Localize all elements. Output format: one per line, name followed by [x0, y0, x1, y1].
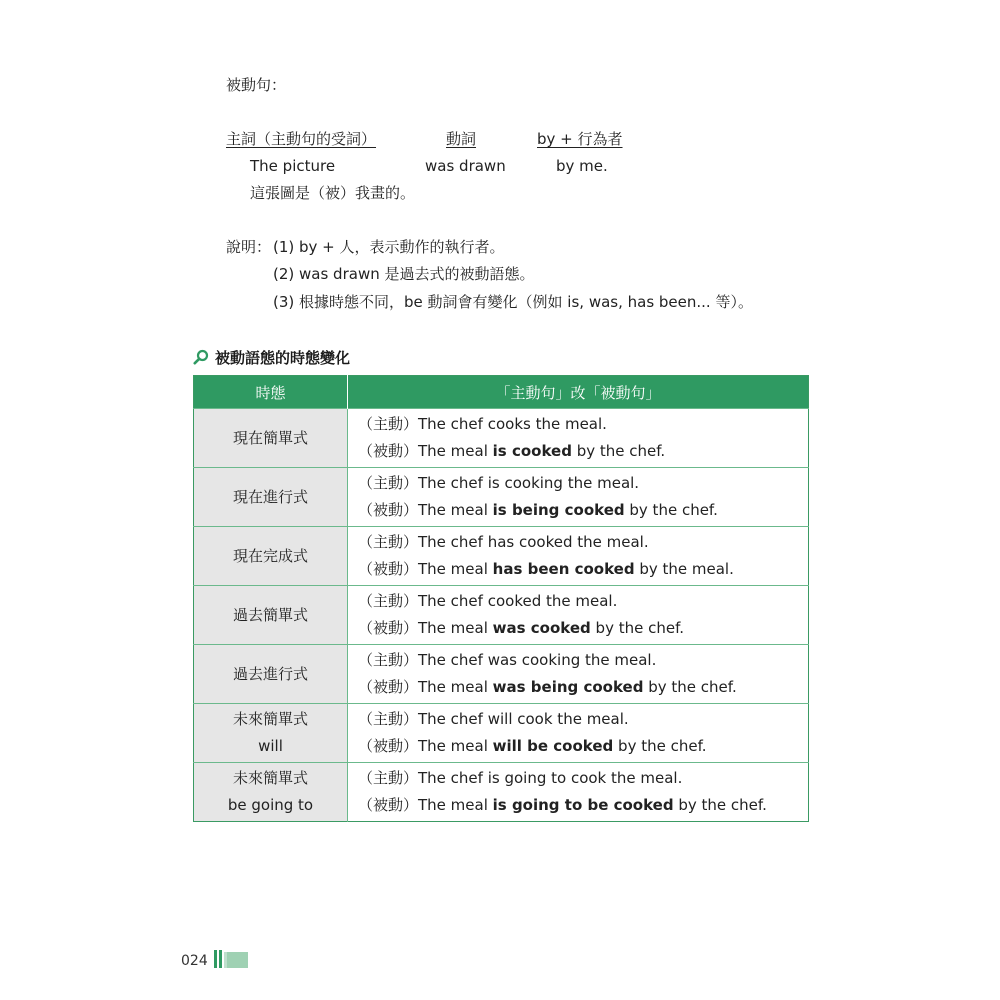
active-text: The chef cooks the meal. — [418, 415, 607, 433]
tense-table — [193, 375, 809, 822]
passive-text: The meal — [418, 619, 493, 637]
passive-sentence — [358, 497, 808, 524]
passive-text: by the chef. — [673, 796, 767, 814]
passive-text: The meal — [418, 501, 493, 519]
table-row — [194, 468, 809, 527]
active-text: The chef is cooking the meal. — [418, 474, 640, 492]
tense-cell — [194, 586, 348, 645]
table-header-row — [194, 376, 809, 409]
passive-heading: 被動句： — [226, 76, 287, 94]
passive-tag: （被動） — [358, 619, 419, 637]
tense-cell — [194, 704, 348, 763]
passive-verb: has been cooked — [492, 560, 635, 578]
example-verb: was drawn — [425, 157, 506, 175]
tense-cell — [194, 645, 348, 704]
active-text: The chef will cook the meal. — [418, 710, 629, 728]
active-tag: （主動） — [358, 651, 419, 669]
tense-label: will — [258, 737, 283, 755]
passive-verb: was cooked — [492, 619, 591, 637]
tense-cell — [194, 468, 348, 527]
section-title — [193, 346, 350, 368]
active-tag: （主動） — [358, 415, 419, 433]
active-sentence — [358, 411, 808, 438]
active-tag: （主動） — [358, 769, 419, 787]
active-sentence — [358, 647, 808, 674]
active-text: The chef is going to cook the meal. — [418, 769, 683, 787]
example-cell — [348, 704, 809, 763]
passive-verb: was being cooked — [492, 678, 644, 696]
page-footer — [181, 950, 250, 972]
passive-tag: （被動） — [358, 678, 419, 696]
active-sentence — [358, 765, 808, 792]
header-tense: 時態 — [194, 376, 348, 409]
active-tag: （主動） — [358, 592, 419, 610]
passive-verb: is going to be cooked — [492, 796, 674, 814]
passive-text: by the chef. — [643, 678, 737, 696]
passive-text: by the meal. — [634, 560, 734, 578]
tense-label: 過去進行式 — [232, 664, 308, 683]
passive-verb: is cooked — [492, 442, 572, 460]
tense-label: 現在進行式 — [232, 487, 308, 506]
passive-sentence — [358, 674, 808, 701]
tense-label: 過去簡單式 — [232, 605, 308, 624]
page-number: 024 — [181, 953, 208, 969]
tense-label: 未來簡單式 — [232, 710, 308, 728]
passive-verb: will be cooked — [492, 737, 614, 755]
note-item: (1) by + 人，表示動作的執行者。 — [273, 238, 505, 256]
active-text: The chef cooked the meal. — [418, 592, 618, 610]
example-translation: 這張圖是（被）我畫的。 — [250, 184, 416, 202]
tense-cell — [194, 409, 348, 468]
tense-label: 現在完成式 — [232, 546, 308, 565]
magnifier-icon — [193, 349, 209, 365]
note-item: (3) 根據時態不同，be 動詞會有變化（例如 is, was, has been... 等）。 — [273, 293, 753, 311]
passive-sentence — [358, 792, 808, 819]
passive-tag: （被動） — [358, 501, 419, 519]
active-sentence — [358, 706, 808, 733]
active-tag: （主動） — [358, 533, 419, 551]
table-row — [194, 409, 809, 468]
passive-text: The meal — [418, 796, 493, 814]
passive-sentence — [358, 438, 808, 465]
table-row — [194, 586, 809, 645]
passive-sentence — [358, 733, 808, 760]
passive-text: The meal — [418, 560, 493, 578]
agent-header: by + 行為者 — [537, 130, 623, 148]
passive-text: by the chef. — [590, 619, 685, 637]
tense-label: 未來簡單式 — [232, 769, 308, 787]
tense-label: 現在簡單式 — [232, 428, 308, 447]
example-cell — [348, 586, 809, 645]
note-item: (2) was drawn 是過去式的被動語態。 — [273, 265, 535, 283]
header-conversion: 「主動句」改「被動句」 — [348, 376, 809, 409]
subject-header: 主詞（主動句的受詞） — [226, 130, 377, 148]
active-sentence — [358, 470, 808, 497]
passive-text: by the chef. — [571, 442, 666, 460]
example-cell — [348, 527, 809, 586]
passive-sentence — [358, 615, 808, 642]
verb-header: 動詞 — [446, 130, 477, 148]
passive-verb: is being cooked — [492, 501, 625, 519]
passive-sentence — [358, 556, 808, 583]
passive-tag: （被動） — [358, 737, 419, 755]
active-text: The chef was cooking the meal. — [418, 651, 657, 669]
table-row — [194, 704, 809, 763]
table-row — [194, 527, 809, 586]
active-text: The chef has cooked the meal. — [418, 533, 649, 551]
passive-text: The meal — [418, 442, 493, 460]
passive-text: The meal — [418, 737, 493, 755]
example-agent: by me. — [556, 157, 608, 175]
book-stack-icon — [214, 950, 250, 972]
section-title-text: 被動語態的時態變化 — [215, 348, 351, 367]
active-sentence — [358, 529, 808, 556]
passive-tag: （被動） — [358, 796, 419, 814]
example-cell — [348, 645, 809, 704]
tense-label: be going to — [227, 796, 314, 814]
example-cell — [348, 409, 809, 468]
passive-text: by the chef. — [624, 501, 718, 519]
table-row — [194, 763, 809, 822]
example-subject: The picture — [250, 157, 336, 175]
tense-cell — [194, 527, 348, 586]
passive-tag: （被動） — [358, 560, 419, 578]
active-tag: （主動） — [358, 474, 419, 492]
table-row — [194, 645, 809, 704]
active-tag: （主動） — [358, 710, 419, 728]
active-sentence — [358, 588, 808, 615]
tense-cell — [194, 763, 348, 822]
example-cell — [348, 763, 809, 822]
example-cell — [348, 468, 809, 527]
passive-tag: （被動） — [358, 442, 419, 460]
notes-label: 說明： — [226, 238, 272, 256]
passive-text: The meal — [418, 678, 493, 696]
passive-text: by the chef. — [613, 737, 707, 755]
